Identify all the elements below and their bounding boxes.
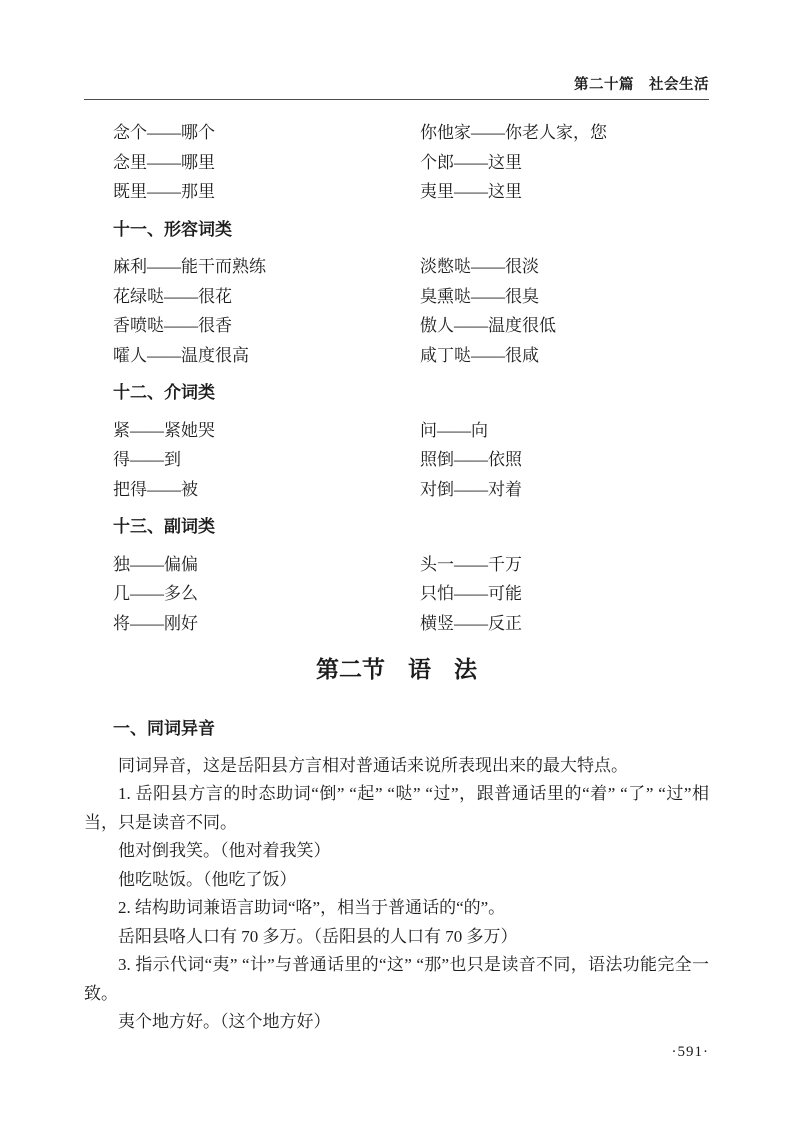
adjective-word-list <box>84 252 709 370</box>
section-title: 第二节 语 法 <box>316 656 477 682</box>
pronoun-word-list <box>84 118 709 207</box>
dialect-word-pair: 只怕——可能 <box>420 584 522 603</box>
example-sentence: 他对倒我笑。（他对着我笑） <box>118 841 331 860</box>
heading-prepositions: 十二、介词类 <box>113 383 215 402</box>
running-header <box>84 0 709 93</box>
heading-adjectives: 十一、形容词类 <box>113 219 232 239</box>
dialect-word-pair: 麻利——能干而熟练 <box>113 257 266 276</box>
body-text <box>84 752 709 1037</box>
dialect-word-pair: 咸丁哒——很咸 <box>420 345 539 365</box>
dialect-word-pair: 个郎——这里 <box>420 152 522 172</box>
word-pair-row <box>113 579 709 609</box>
preposition-word-list <box>84 416 709 505</box>
example-sentence: 他吃哒饭。（他吃了饭） <box>118 869 297 889</box>
word-pair-row <box>113 475 709 505</box>
subsection-heading: 一、同词异音 <box>113 719 215 738</box>
word-pair-row <box>113 416 709 446</box>
dialect-word-pair: 臭熏哒——很臭 <box>420 286 539 306</box>
dialect-word-pair: 嚯人——温度很高 <box>113 345 249 365</box>
paragraph-item-3: 3. 指示代词“夷” “计”与普通话里的“这” “那”也只是读音不同，语法功能完全一致。 <box>84 955 709 1003</box>
dialect-word-pair: 傲人——温度很低 <box>420 316 556 335</box>
heading-adverbs: 十三、副词类 <box>113 517 215 536</box>
page-number: ·591· <box>671 1043 709 1060</box>
dialect-word-pair: 既里——那里 <box>113 182 215 201</box>
dialect-word-pair: 淡憋哒——很淡 <box>420 257 539 276</box>
chapter-title: 第二十篇 社会生活 <box>574 77 709 93</box>
word-pair-row <box>113 252 709 282</box>
dialect-word-pair: 对倒——对着 <box>420 479 522 499</box>
dialect-word-pair: 将——刚好 <box>113 613 198 633</box>
dialect-word-pair: 你他家——你老人家，您 <box>420 123 607 142</box>
header-rule <box>84 99 709 100</box>
word-pair-row <box>113 311 709 341</box>
dialect-word-pair: 把得——被 <box>113 479 198 499</box>
dialect-word-pair: 花绿哒——很花 <box>113 286 232 306</box>
dialect-word-pair: 独——偏偏 <box>113 554 198 574</box>
dialect-word-pair: 照倒——依照 <box>420 450 522 469</box>
example-sentence: 夷个地方好。（这个地方好） <box>118 1012 331 1031</box>
example-sentence: 岳阳县咯人口有 70 多万。（岳阳县的人口有 70 多万） <box>118 926 518 946</box>
adverb-word-list <box>84 550 709 639</box>
paragraph-item-2: 2. 结构助词兼语言助词“咯”，相当于普通话的“的”。 <box>118 898 506 917</box>
dialect-word-pair: 得——到 <box>113 450 181 469</box>
word-pair-row <box>113 445 709 475</box>
paragraph-item-1: 1. 岳阳县方言的时态助词“倒” “起” “哒” “过”，跟普通话里的“着” “了” “过”相当，只是读音不同。 <box>84 784 709 832</box>
word-pair-row <box>113 282 709 312</box>
word-pair-row <box>113 118 709 148</box>
dialect-word-pair: 问——向 <box>420 420 488 440</box>
word-pair-row <box>113 177 709 207</box>
dialect-word-pair: 念里——哪里 <box>113 152 215 172</box>
dialect-word-pair: 横竖——反正 <box>420 613 522 633</box>
word-pair-row <box>113 550 709 580</box>
dialect-word-pair: 紧——紧她哭 <box>113 420 215 440</box>
word-pair-row <box>113 148 709 178</box>
dialect-word-pair: 头一——千万 <box>420 554 522 574</box>
dialect-word-pair: 夷里——这里 <box>420 182 522 201</box>
dialect-word-pair: 香喷哒——很香 <box>113 316 232 335</box>
dialect-word-pair: 几——多么 <box>113 584 198 603</box>
dialect-word-pair: 念个——哪个 <box>113 123 215 142</box>
word-pair-row <box>113 341 709 371</box>
word-pair-row <box>113 609 709 639</box>
paragraph-intro: 同词异音，这是岳阳县方言相对普通话来说所表现出来的最大特点。 <box>118 755 628 775</box>
